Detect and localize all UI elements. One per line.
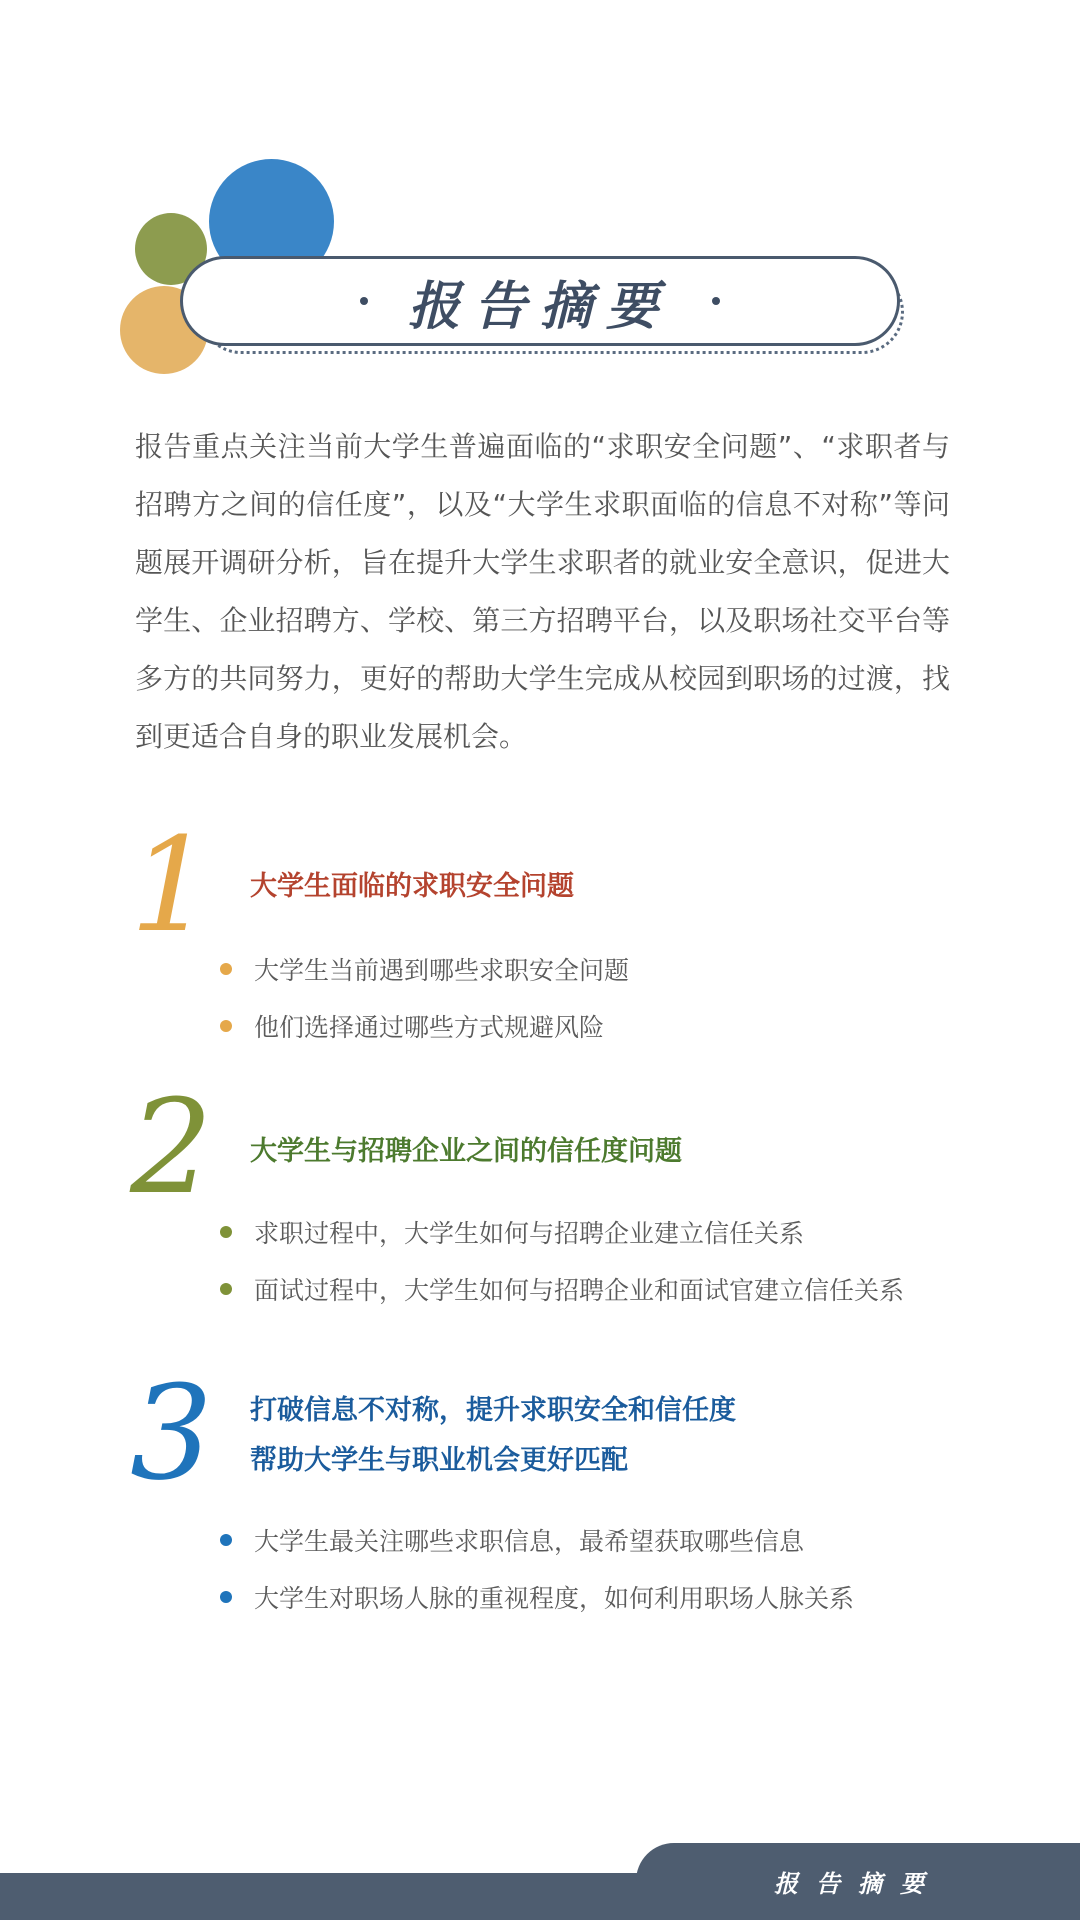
bullet-dot <box>220 1283 232 1295</box>
title-dot-right <box>712 297 720 305</box>
title-dot-left <box>360 297 368 305</box>
bullet-list <box>220 1511 854 1625</box>
footer-label: 报告摘要 <box>774 1870 942 1898</box>
list-item <box>220 997 629 1054</box>
bullet-text: 大学生最关注哪些求职信息，最希望获取哪些信息 <box>254 1526 805 1556</box>
title-banner <box>180 256 900 346</box>
list-item <box>220 940 629 997</box>
section-subtitle: 帮助大学生与职业机会更好匹配 <box>250 1445 628 1476</box>
intro-paragraph: 报告重点关注当前大学生普遍面临的“求职安全问题”、“求职者与招聘方之间的信任度”，以及“大学生求职面临的信息不对称”等问题展开调研分析，旨在提升大学生求职者的就业安全意识，促进大学生、企业招聘方、学校、第三方招聘平台，以及职场社交平台等多方的共同努力，更好的帮助大学生完成从校园到职场的过渡，找到更适合自身的职业发展机会。 <box>135 430 950 753</box>
bullet-text: 面试过程中，大学生如何与招聘企业和面试官建立信任关系 <box>254 1275 905 1305</box>
bullet-dot <box>220 963 232 975</box>
bullet-dot <box>220 1020 232 1032</box>
list-item <box>220 1568 854 1625</box>
bullet-text: 求职过程中，大学生如何与招聘企业建立信任关系 <box>254 1218 805 1248</box>
bullet-list <box>220 1203 904 1317</box>
bullet-dot <box>220 1534 232 1546</box>
list-item <box>220 1203 904 1260</box>
list-item <box>220 1260 904 1317</box>
page-title: 报告摘要 <box>407 276 672 337</box>
bullet-dot <box>220 1226 232 1238</box>
section-number: 3 <box>130 1357 213 1509</box>
section-number: 1 <box>130 809 213 961</box>
section-title: 大学生与招聘企业之间的信任度问题 <box>250 1136 682 1167</box>
bullet-text: 大学生当前遇到哪些求职安全问题 <box>254 955 630 985</box>
section-title: 打破信息不对称，提升求职安全和信任度 <box>250 1395 736 1426</box>
section-title: 大学生面临的求职安全问题 <box>250 871 574 902</box>
section-number: 2 <box>130 1071 213 1223</box>
list-item <box>220 1511 854 1568</box>
bullet-list <box>220 940 629 1054</box>
bullet-text: 大学生对职场人脉的重视程度，如何利用职场人脉关系 <box>254 1583 855 1613</box>
footer-tab <box>636 1843 1080 1920</box>
bullet-dot <box>220 1591 232 1603</box>
bullet-text: 他们选择通过哪些方式规避风险 <box>254 1012 605 1042</box>
